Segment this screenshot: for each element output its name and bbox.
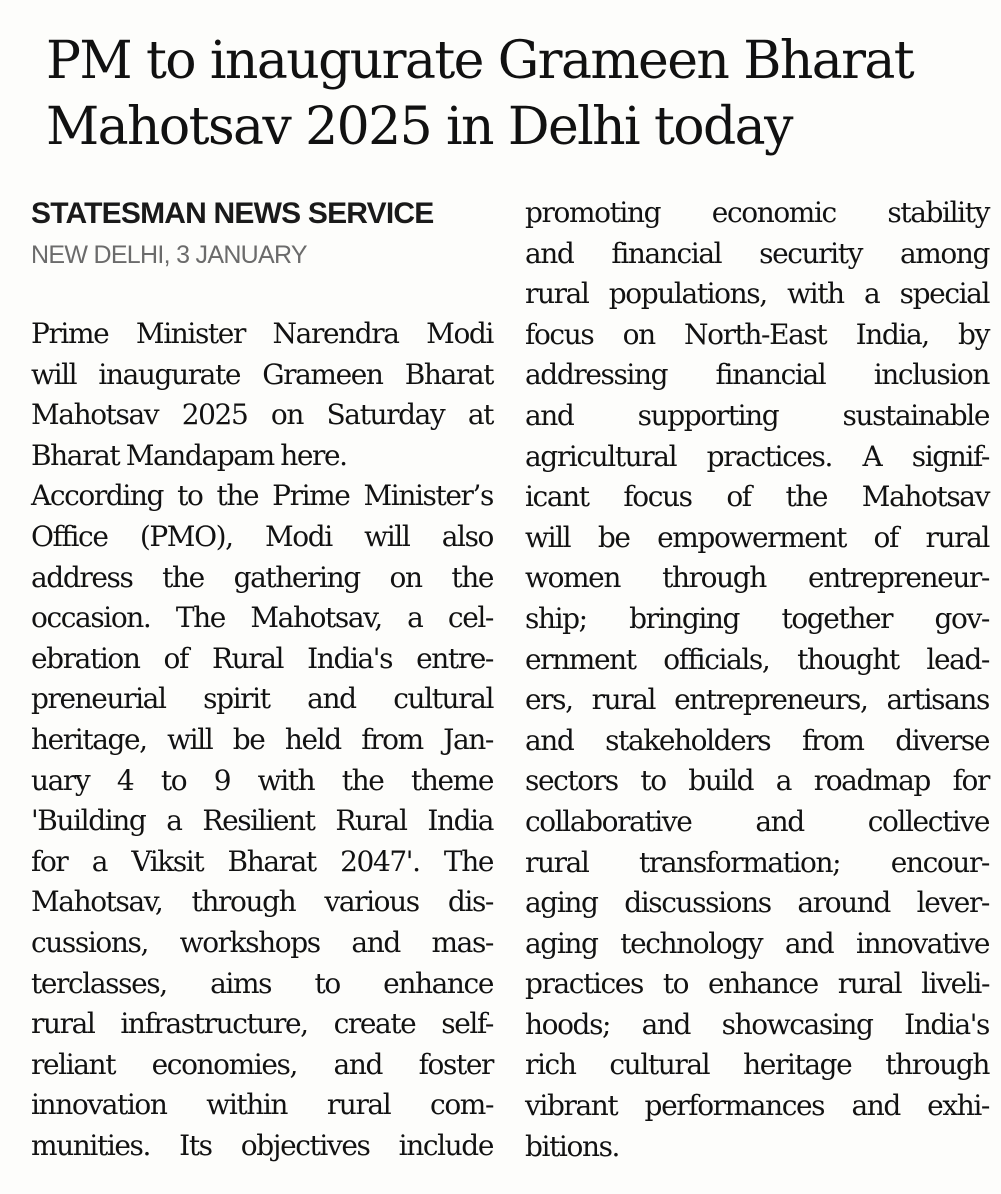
- text-line: sectors to build a roadmap for: [525, 764, 989, 798]
- text-line: rural populations, with a special: [525, 277, 989, 311]
- text-line: ernment officials, thought lead-: [525, 642, 989, 676]
- text-line: rural infrastructure, create self-: [31, 1007, 493, 1041]
- text-line: for a Viksit Bharat 2047'. The: [31, 844, 493, 878]
- headline: [46, 28, 986, 160]
- text-line: and stakeholders from diverse: [525, 723, 989, 757]
- text-line: munities. Its objectives include: [31, 1128, 493, 1162]
- text-line: aging technology and innovative: [525, 926, 989, 960]
- text-line: rural transformation; encour-: [525, 845, 989, 879]
- text-line: aging discussions around lever-: [525, 886, 989, 920]
- headline-line: PM to inaugurate Grameen Bharat: [46, 31, 914, 91]
- text-line: focus on North-East India, by: [525, 317, 989, 351]
- article-column-2: [525, 193, 989, 1167]
- article-column-1: [31, 314, 493, 1166]
- text-line: and supporting sustainable: [525, 398, 989, 432]
- text-line: uary 4 to 9 with the theme: [31, 763, 493, 797]
- text-line: Mahotsav 2025 on Saturday at: [31, 398, 493, 432]
- byline: STATESMAN NEWS SERVICE: [31, 197, 434, 230]
- text-line: rich cultural heritage through: [525, 1048, 989, 1082]
- text-line: Office (PMO), Modi will also: [31, 519, 493, 553]
- text-line: practices to enhance rural liveli-: [525, 967, 989, 1001]
- dateline: NEW DELHI, 3 JANUARY: [31, 241, 307, 269]
- text-line: bitions.: [525, 1129, 620, 1163]
- text-line: Prime Minister Narendra Modi: [31, 317, 493, 350]
- text-line: will inaugurate Grameen Bharat: [31, 357, 493, 391]
- text-line: ship; bringing together gov-: [525, 601, 989, 635]
- text-line: preneurial spirit and cultural: [31, 682, 493, 716]
- text-line: ers, rural entrepreneurs, artisans: [525, 683, 989, 717]
- text-line: Mahotsav, through various dis-: [31, 885, 493, 919]
- text-line: icant focus of the Mahotsav: [525, 480, 989, 514]
- text-line: and financial security among: [525, 236, 989, 270]
- text-line: vibrant performances and exhi-: [525, 1089, 989, 1123]
- text-line: occasion. The Mahotsav, a cel-: [31, 601, 493, 635]
- text-line: 'Building a Resilient Rural India: [31, 804, 493, 838]
- text-line: reliant economies, and foster: [31, 1047, 493, 1081]
- text-line: agricultural practices. A signif-: [525, 439, 989, 473]
- text-line: hoods; and showcasing India's: [525, 1007, 989, 1041]
- text-line: cussions, workshops and mas-: [31, 925, 493, 959]
- text-line: ebration of Rural India's entre-: [31, 641, 493, 675]
- text-line: addressing financial inclusion: [525, 358, 989, 392]
- text-line: address the gathering on the: [31, 560, 493, 594]
- text-line: terclasses, aims to enhance: [31, 966, 493, 1000]
- text-line: innovation within rural com-: [31, 1088, 493, 1122]
- text-line: collaborative and collective: [525, 804, 989, 838]
- headline-line: Mahotsav 2025 in Delhi today: [46, 97, 792, 157]
- text-line: will be empowerment of rural: [525, 520, 989, 554]
- text-line: Bharat Mandapam here.: [31, 438, 347, 472]
- text-line: promoting economic stability: [525, 196, 989, 229]
- text-line: heritage, will be held from Jan-: [31, 722, 493, 756]
- text-line: women through entrepreneur-: [525, 561, 989, 595]
- text-line: According to the Prime Minister’s: [31, 479, 493, 513]
